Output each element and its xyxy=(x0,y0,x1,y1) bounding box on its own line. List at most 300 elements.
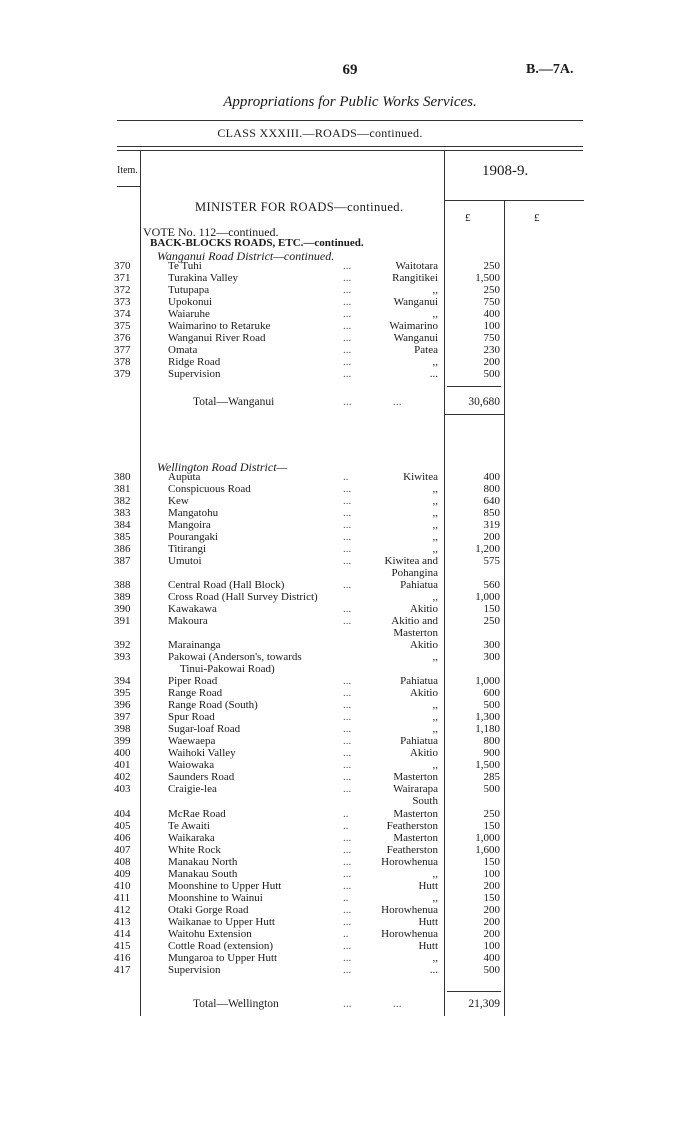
road-name: Omata xyxy=(168,344,198,356)
table-row xyxy=(0,543,700,555)
district-location: Akitio xyxy=(409,687,438,699)
table-row xyxy=(0,519,700,531)
leader-dots: ... xyxy=(343,735,352,747)
district-location: Horowhenua xyxy=(381,928,438,940)
district-location: ,, xyxy=(432,543,438,555)
item-number: 376 xyxy=(114,332,131,344)
wanganui-total-dots: ... xyxy=(343,396,352,408)
district-location: Pahiatua xyxy=(400,675,438,687)
road-name: Piper Road xyxy=(168,675,218,687)
road-name: Kew xyxy=(168,495,189,507)
road-name: Waihoki Valley xyxy=(168,747,236,759)
item-number: 410 xyxy=(114,880,131,892)
table-row xyxy=(0,639,700,651)
table-row xyxy=(0,820,700,832)
table-row xyxy=(0,260,700,272)
road-name: Range Road xyxy=(168,687,223,699)
road-name: Moonshine to Upper Hutt xyxy=(168,880,282,892)
amount: 850 xyxy=(483,507,500,519)
leader-dots: .. xyxy=(343,471,349,483)
item-number: 370 xyxy=(114,260,131,272)
table-row-continuation xyxy=(0,795,700,807)
amount: 150 xyxy=(483,892,500,904)
wellington-total-label: Total—Wellington xyxy=(193,998,279,1010)
leader-dots: ... xyxy=(343,344,352,356)
leader-dots: ... xyxy=(343,615,352,627)
leader-dots: ... xyxy=(343,483,352,495)
district-location: Wanganui xyxy=(393,332,438,344)
item-header-rule xyxy=(117,186,140,187)
item-number: 413 xyxy=(114,916,131,928)
road-name: McRae Road xyxy=(168,808,226,820)
leader-dots: ... xyxy=(343,711,352,723)
table-row xyxy=(0,880,700,892)
road-name-continued: Tinui-Pakowai Road) xyxy=(180,663,275,675)
amount: 640 xyxy=(483,495,500,507)
table-row xyxy=(0,344,700,356)
item-number: 377 xyxy=(114,344,131,356)
document-reference: B.—7A. xyxy=(526,62,574,77)
amount: 750 xyxy=(483,332,500,344)
district-location: ,, xyxy=(432,284,438,296)
amount: 750 xyxy=(483,296,500,308)
road-name: Te Awaiti xyxy=(168,820,210,832)
road-name: Cottle Road (extension) xyxy=(168,940,274,952)
district-location: ,, xyxy=(432,531,438,543)
road-name: Cross Road (Hall Survey District) xyxy=(168,591,318,603)
district-location: Wairarapa xyxy=(393,783,438,795)
district-location: Akitio xyxy=(409,603,438,615)
district-location-continued: Pohangina xyxy=(391,567,438,579)
amount: 800 xyxy=(483,483,500,495)
district-location: Rangitikei xyxy=(392,272,438,284)
wanganui-total-dots-2: ... xyxy=(393,396,402,408)
item-number: 396 xyxy=(114,699,131,711)
leader-dots: ... xyxy=(343,904,352,916)
item-number: 397 xyxy=(114,711,131,723)
district-location: Hutt xyxy=(418,916,438,928)
wellington-total-dots: ... xyxy=(343,998,352,1010)
amount: 300 xyxy=(483,651,500,663)
table-row xyxy=(0,591,700,603)
leader-dots: ... xyxy=(343,356,352,368)
minister-heading: MINISTER FOR ROADS—continued. xyxy=(195,200,404,214)
item-number: 408 xyxy=(114,856,131,868)
amount: 575 xyxy=(483,555,500,567)
leader-dots: ... xyxy=(343,495,352,507)
item-number: 399 xyxy=(114,735,131,747)
amount: 100 xyxy=(483,940,500,952)
item-column-header: Item. xyxy=(117,165,138,176)
district-location: ,, xyxy=(432,495,438,507)
district-location: ,, xyxy=(432,892,438,904)
district-location: Wanganui xyxy=(393,296,438,308)
amount: 250 xyxy=(483,284,500,296)
district-location: Pahiatua xyxy=(400,735,438,747)
amount: 600 xyxy=(483,687,500,699)
table-row xyxy=(0,892,700,904)
amount: 200 xyxy=(483,904,500,916)
road-name: Kawakawa xyxy=(168,603,217,615)
item-number: 394 xyxy=(114,675,131,687)
table-row xyxy=(0,272,700,284)
district-location: Horowhenua xyxy=(381,904,438,916)
road-name: Sugar-loaf Road xyxy=(168,723,241,735)
table-row xyxy=(0,832,700,844)
amount: 560 xyxy=(483,579,500,591)
table-row xyxy=(0,904,700,916)
table-row xyxy=(0,615,700,627)
wellington-total-rule xyxy=(447,991,501,992)
table-row xyxy=(0,844,700,856)
road-name: Pakowai (Anderson's, towards xyxy=(168,651,302,663)
item-number: 414 xyxy=(114,928,131,940)
wellington-district-heading: Wellington Road District— xyxy=(157,460,288,474)
road-name: Spur Road xyxy=(168,711,215,723)
item-number: 371 xyxy=(114,272,131,284)
amount: 400 xyxy=(483,952,500,964)
amount: 1,600 xyxy=(475,844,500,856)
leader-dots: ... xyxy=(343,555,352,567)
leader-dots: ... xyxy=(343,507,352,519)
road-name: Supervision xyxy=(168,964,221,976)
road-name: Moonshine to Wainui xyxy=(168,892,263,904)
district-location: Masterton xyxy=(393,771,438,783)
item-number: 374 xyxy=(114,308,131,320)
leader-dots: ... xyxy=(343,308,352,320)
district-location: ... xyxy=(429,368,438,380)
road-name: Waiaruhe xyxy=(168,308,210,320)
item-number: 417 xyxy=(114,964,131,976)
amount: 200 xyxy=(483,916,500,928)
leader-dots: ... xyxy=(343,747,352,759)
leader-dots: ... xyxy=(343,284,352,296)
district-location: ,, xyxy=(432,483,438,495)
road-name: White Rock xyxy=(168,844,221,856)
road-name: Makoura xyxy=(168,615,208,627)
leader-dots: ... xyxy=(343,543,352,555)
vote-heading: VOTE No. 112—continued. xyxy=(143,225,279,239)
leader-dots: ... xyxy=(343,320,352,332)
amount: 1,000 xyxy=(475,832,500,844)
item-number: 392 xyxy=(114,639,131,651)
table-row xyxy=(0,368,700,380)
backblocks-heading: BACK-BLOCKS ROADS, ETC.—continued. xyxy=(150,237,364,249)
road-name: Manakau South xyxy=(168,868,238,880)
district-location: Akitio xyxy=(409,639,438,651)
district-location: ,, xyxy=(432,952,438,964)
district-location: Featherston xyxy=(386,844,438,856)
amount: 400 xyxy=(483,308,500,320)
amount: 150 xyxy=(483,603,500,615)
leader-dots: ... xyxy=(343,832,352,844)
table-top-rule xyxy=(117,146,583,147)
item-number: 381 xyxy=(114,483,131,495)
table-row xyxy=(0,603,700,615)
leader-dots: ... xyxy=(343,531,352,543)
road-name: Conspicuous Road xyxy=(168,483,251,495)
leader-dots: .. xyxy=(343,808,349,820)
item-number: 400 xyxy=(114,747,131,759)
road-name: Pourangaki xyxy=(168,531,219,543)
page-title: Appropriations for Public Works Services. xyxy=(223,94,477,110)
road-name: Umutoi xyxy=(168,555,202,567)
table-row xyxy=(0,507,700,519)
road-name: Manakau North xyxy=(168,856,238,868)
road-name: Central Road (Hall Block) xyxy=(168,579,285,591)
item-number: 402 xyxy=(114,771,131,783)
district-location: Waitotara xyxy=(395,260,438,272)
district-location: ,, xyxy=(432,868,438,880)
wellington-total-dots-2: ... xyxy=(393,998,402,1010)
district-location: ,, xyxy=(432,507,438,519)
table-row xyxy=(0,856,700,868)
leader-dots: ... xyxy=(343,880,352,892)
leader-dots: ... xyxy=(343,603,352,615)
leader-dots: ... xyxy=(343,699,352,711)
item-number: 382 xyxy=(114,495,131,507)
table-row xyxy=(0,651,700,663)
amount: 300 xyxy=(483,639,500,651)
leader-dots: ... xyxy=(343,723,352,735)
leader-dots: ... xyxy=(343,916,352,928)
wanganui-total-bottom-rule xyxy=(444,414,504,415)
item-number: 398 xyxy=(114,723,131,735)
amount: 900 xyxy=(483,747,500,759)
currency-symbol: £ xyxy=(465,212,471,224)
district-location-continued: South xyxy=(412,795,438,807)
district-location: Featherston xyxy=(386,820,438,832)
table-row xyxy=(0,783,700,795)
table-row xyxy=(0,723,700,735)
table-row xyxy=(0,356,700,368)
district-location: Akitio xyxy=(409,747,438,759)
leader-dots: .. xyxy=(343,820,349,832)
road-name: Turakina Valley xyxy=(168,272,238,284)
item-number: 415 xyxy=(114,940,131,952)
road-name: Waewaepa xyxy=(168,735,216,747)
amount: 1,000 xyxy=(475,675,500,687)
leader-dots: ... xyxy=(343,579,352,591)
leader-dots: ... xyxy=(343,856,352,868)
item-number: 395 xyxy=(114,687,131,699)
road-name: Mungaroa to Upper Hutt xyxy=(168,952,278,964)
wellington-total: 21,309 xyxy=(468,998,500,1010)
item-number: 385 xyxy=(114,531,131,543)
amount: 200 xyxy=(483,356,500,368)
table-row xyxy=(0,495,700,507)
district-location: Masterton xyxy=(393,808,438,820)
item-number: 406 xyxy=(114,832,131,844)
item-number: 378 xyxy=(114,356,131,368)
road-name: Ridge Road xyxy=(168,356,221,368)
leader-dots: ... xyxy=(343,844,352,856)
leader-dots: ... xyxy=(343,759,352,771)
title-rule xyxy=(117,120,583,121)
item-number: 403 xyxy=(114,783,131,795)
amount: 150 xyxy=(483,820,500,832)
leader-dots: ... xyxy=(343,952,352,964)
road-name: Mangoira xyxy=(168,519,211,531)
amount: 800 xyxy=(483,735,500,747)
district-location-continued: Masterton xyxy=(393,627,438,639)
year-column-header: 1908-9. xyxy=(482,163,529,179)
table-row xyxy=(0,711,700,723)
item-number: 390 xyxy=(114,603,131,615)
district-location: Kiwitea xyxy=(403,471,438,483)
district-location: Pahiatua xyxy=(400,579,438,591)
district-location: ,, xyxy=(432,356,438,368)
table-row-continuation xyxy=(0,627,700,639)
amount: 100 xyxy=(483,320,500,332)
item-number: 411 xyxy=(114,892,131,904)
road-name: Waikaraka xyxy=(168,832,215,844)
road-name: Tutupapa xyxy=(168,284,210,296)
table-row xyxy=(0,735,700,747)
item-number: 389 xyxy=(114,591,131,603)
table-row xyxy=(0,471,700,483)
leader-dots: ... xyxy=(343,940,352,952)
road-name: Wanganui River Road xyxy=(168,332,266,344)
amount: 500 xyxy=(483,699,500,711)
table-row xyxy=(0,808,700,820)
amount: 1,200 xyxy=(475,543,500,555)
table-row xyxy=(0,531,700,543)
district-location: Waimarino xyxy=(389,320,438,332)
table-row xyxy=(0,320,700,332)
district-location: Patea xyxy=(414,344,438,356)
district-location: ,, xyxy=(432,711,438,723)
leader-dots: ... xyxy=(343,296,352,308)
item-number: 391 xyxy=(114,615,131,627)
amount: 1,180 xyxy=(475,723,500,735)
amount: 500 xyxy=(483,783,500,795)
amount: 1,000 xyxy=(475,591,500,603)
table-row xyxy=(0,940,700,952)
road-name: Range Road (South) xyxy=(168,699,258,711)
district-location: ... xyxy=(429,964,438,976)
amount: 1,300 xyxy=(475,711,500,723)
item-number: 373 xyxy=(114,296,131,308)
year-rule xyxy=(444,200,584,201)
leader-dots: ... xyxy=(343,332,352,344)
amount: 150 xyxy=(483,856,500,868)
amount: 319 xyxy=(483,519,500,531)
road-name: Waimarino to Retaruke xyxy=(168,320,271,332)
item-number: 380 xyxy=(114,471,131,483)
leader-dots: ... xyxy=(343,272,352,284)
item-number: 407 xyxy=(114,844,131,856)
road-name: Saunders Road xyxy=(168,771,235,783)
district-location: Masterton xyxy=(393,832,438,844)
table-row xyxy=(0,579,700,591)
item-number: 379 xyxy=(114,368,131,380)
class-heading: CLASS XXXIII.—ROADS—continued. xyxy=(217,126,423,140)
road-name: Waikanae to Upper Hutt xyxy=(168,916,275,928)
leader-dots: ... xyxy=(343,519,352,531)
district-location: Hutt xyxy=(418,940,438,952)
item-number: 388 xyxy=(114,579,131,591)
item-number: 387 xyxy=(114,555,131,567)
amount: 1,500 xyxy=(475,272,500,284)
road-name: Marainanga xyxy=(168,639,221,651)
item-number: 409 xyxy=(114,868,131,880)
district-location: Kiwitea and xyxy=(384,555,438,567)
table-row xyxy=(0,675,700,687)
table-row xyxy=(0,771,700,783)
table-row-continuation xyxy=(0,567,700,579)
district-location: Horowhenua xyxy=(381,856,438,868)
amount: 200 xyxy=(483,928,500,940)
district-location: ,, xyxy=(432,591,438,603)
amount: 200 xyxy=(483,531,500,543)
road-name: Auputa xyxy=(168,471,201,483)
wanganui-total: 30,680 xyxy=(468,396,500,408)
leader-dots: ... xyxy=(343,964,352,976)
table-row xyxy=(0,964,700,976)
amount: 100 xyxy=(483,868,500,880)
table-row xyxy=(0,687,700,699)
district-location: ,, xyxy=(432,699,438,711)
district-location: Hutt xyxy=(418,880,438,892)
leader-dots: ... xyxy=(343,675,352,687)
amount: 200 xyxy=(483,880,500,892)
item-number: 405 xyxy=(114,820,131,832)
table-row-continuation xyxy=(0,663,700,675)
item-number: 384 xyxy=(114,519,131,531)
amount: 1,500 xyxy=(475,759,500,771)
amount: 400 xyxy=(483,471,500,483)
item-number: 416 xyxy=(114,952,131,964)
leader-dots: ... xyxy=(343,868,352,880)
amount: 250 xyxy=(483,615,500,627)
leader-dots: .. xyxy=(343,892,349,904)
item-number: 401 xyxy=(114,759,131,771)
road-name: Waiowaka xyxy=(168,759,215,771)
road-name: Craigie-lea xyxy=(168,783,217,795)
district-location: ,, xyxy=(432,651,438,663)
item-number: 383 xyxy=(114,507,131,519)
item-number: 375 xyxy=(114,320,131,332)
amount: 250 xyxy=(483,260,500,272)
table-row xyxy=(0,296,700,308)
district-location: ,, xyxy=(432,308,438,320)
road-name: Upokonui xyxy=(168,296,212,308)
leader-dots: .. xyxy=(343,928,349,940)
table-row xyxy=(0,555,700,567)
table-head-rule xyxy=(117,150,583,151)
amount: 500 xyxy=(483,368,500,380)
amount: 250 xyxy=(483,808,500,820)
district-location: ,, xyxy=(432,759,438,771)
table-row xyxy=(0,699,700,711)
item-number: 393 xyxy=(114,651,131,663)
leader-dots: ... xyxy=(343,783,352,795)
wanganui-total-rule xyxy=(447,386,501,387)
leader-dots: ... xyxy=(343,771,352,783)
table-row xyxy=(0,868,700,880)
district-location: ,, xyxy=(432,519,438,531)
table-row xyxy=(0,928,700,940)
table-row xyxy=(0,952,700,964)
table-row xyxy=(0,284,700,296)
leader-dots: ... xyxy=(343,368,352,380)
currency-symbol: £ xyxy=(534,212,540,224)
item-number: 412 xyxy=(114,904,131,916)
amount: 285 xyxy=(483,771,500,783)
table-row xyxy=(0,483,700,495)
road-name: Waitohu Extension xyxy=(168,928,252,940)
